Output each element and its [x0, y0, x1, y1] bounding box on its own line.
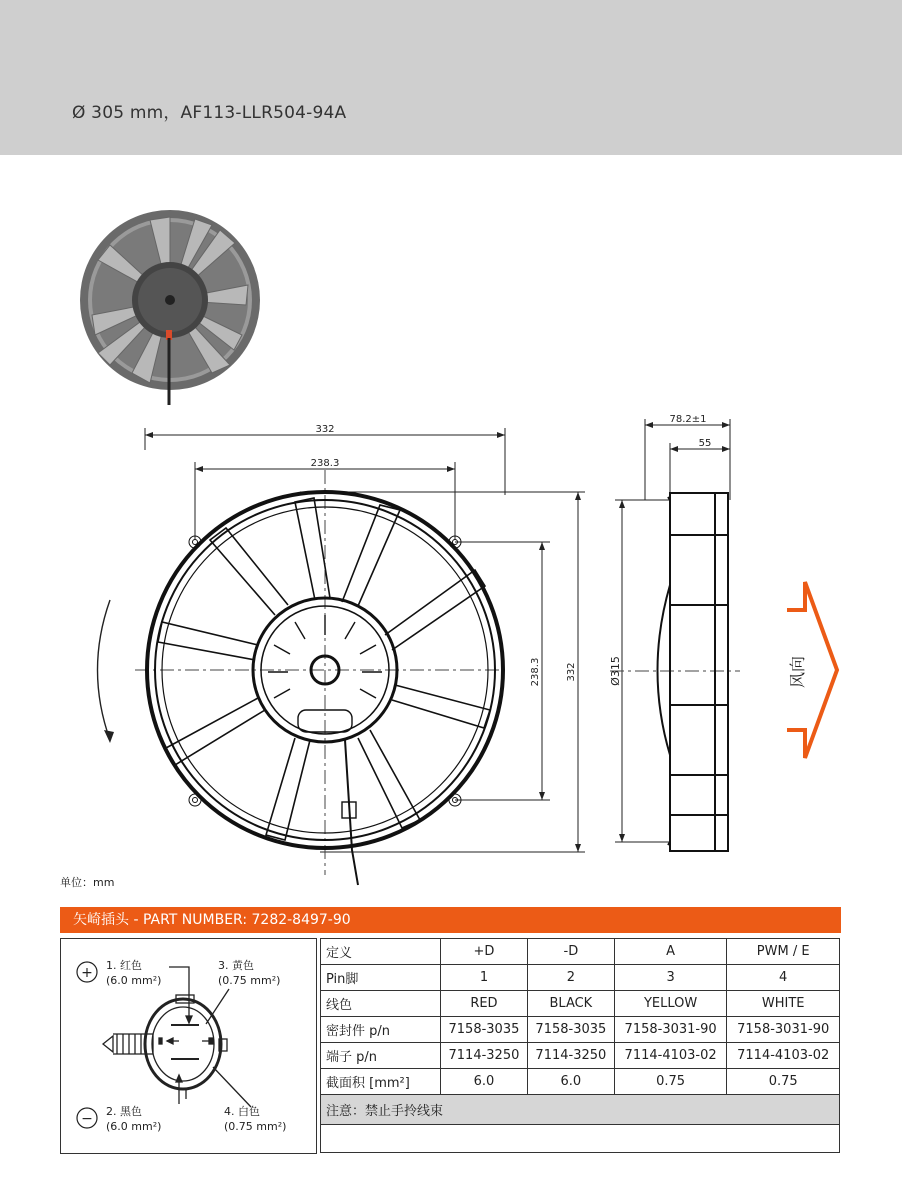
dim-depth-label: 78.2±1 [669, 414, 707, 425]
table-empty-cell [321, 1125, 840, 1153]
table-row [321, 965, 840, 991]
table-cell: 7158-3031-90 [614, 1017, 727, 1043]
table-cell: BLACK [527, 991, 614, 1017]
row-label: 截面积 [mm²] [321, 1069, 441, 1095]
unit-label: 单位：mm [60, 876, 115, 889]
pin4-name: 4. 白色 [224, 1105, 260, 1118]
pin2-name: 2. 黑色 [106, 1105, 142, 1118]
page-title: Ø 305 mm，AF113-LLR504-94A [72, 103, 347, 123]
table-cell: PWM / E [727, 939, 840, 965]
table-cell: 0.75 [727, 1069, 840, 1095]
table-note-row [321, 1095, 840, 1125]
airflow-label: 风向 [788, 655, 807, 689]
table-cell: A [614, 939, 727, 965]
table-cell: RED [441, 991, 528, 1017]
pin2-spec: (6.0 mm²) [106, 1120, 162, 1133]
table-cell: 7114-3250 [441, 1043, 528, 1069]
connector-title-bar: 矢崎插头 - PART NUMBER: 7282-8497-90 [60, 907, 841, 933]
table-cell: 6.0 [441, 1069, 528, 1095]
pin1-spec: (6.0 mm²) [106, 974, 162, 987]
dim-height-label: 332 [566, 662, 577, 682]
table-cell: -D [527, 939, 614, 965]
row-label: 密封件 p/n [321, 1017, 441, 1043]
front-view-drawing [80, 410, 600, 890]
dim-diameter-label: Ø315 [609, 656, 622, 686]
table-cell: 4 [727, 965, 840, 991]
airflow-arrow-icon [775, 570, 855, 770]
row-label: Pin脚 [321, 965, 441, 991]
table-row [321, 1069, 840, 1095]
row-label: 线色 [321, 991, 441, 1017]
pin3-spec: (0.75 mm²) [218, 974, 281, 987]
table-cell: 7158-3035 [441, 1017, 528, 1043]
dim-hole-spacing-label: 238.3 [310, 458, 340, 469]
row-label: 定义 [321, 939, 441, 965]
table-cell: WHITE [727, 991, 840, 1017]
table-empty-row [321, 1125, 840, 1153]
row-label: 端子 p/n [321, 1043, 441, 1069]
dim-width-label: 332 [315, 424, 335, 435]
table-cell: 7114-3250 [527, 1043, 614, 1069]
table-row [321, 1017, 840, 1043]
table-cell: 0.75 [614, 1069, 727, 1095]
header-band [0, 0, 902, 155]
table-row [321, 991, 840, 1017]
fan-photo [70, 205, 270, 410]
table-cell: YELLOW [614, 991, 727, 1017]
table-cell: 3 [614, 965, 727, 991]
dim-depth-inner-label: 55 [698, 438, 712, 449]
plus-symbol: + [81, 965, 93, 981]
table-row [321, 1043, 840, 1069]
table-cell: 7114-4103-02 [614, 1043, 727, 1069]
connector-diagram [61, 939, 316, 1153]
connector-pinout-box [60, 938, 317, 1154]
table-cell: 7114-4103-02 [727, 1043, 840, 1069]
table-cell: 6.0 [527, 1069, 614, 1095]
table-cell: 7158-3031-90 [727, 1017, 840, 1043]
table-cell: 2 [527, 965, 614, 991]
table-row [321, 939, 840, 965]
side-view-drawing [600, 405, 750, 865]
pin3-name: 3. 黄色 [218, 959, 254, 972]
minus-symbol: − [81, 1111, 93, 1127]
pin1-name: 1. 红色 [106, 959, 142, 972]
pin-definition-table [320, 938, 840, 1153]
pin4-spec: (0.75 mm²) [224, 1120, 287, 1133]
table-cell: +D [441, 939, 528, 965]
dim-hole-spacing-v-label: 238.3 [530, 657, 541, 687]
table-cell: 7158-3035 [527, 1017, 614, 1043]
table-note: 注意：禁止手拎线束 [321, 1095, 840, 1125]
table-cell: 1 [441, 965, 528, 991]
